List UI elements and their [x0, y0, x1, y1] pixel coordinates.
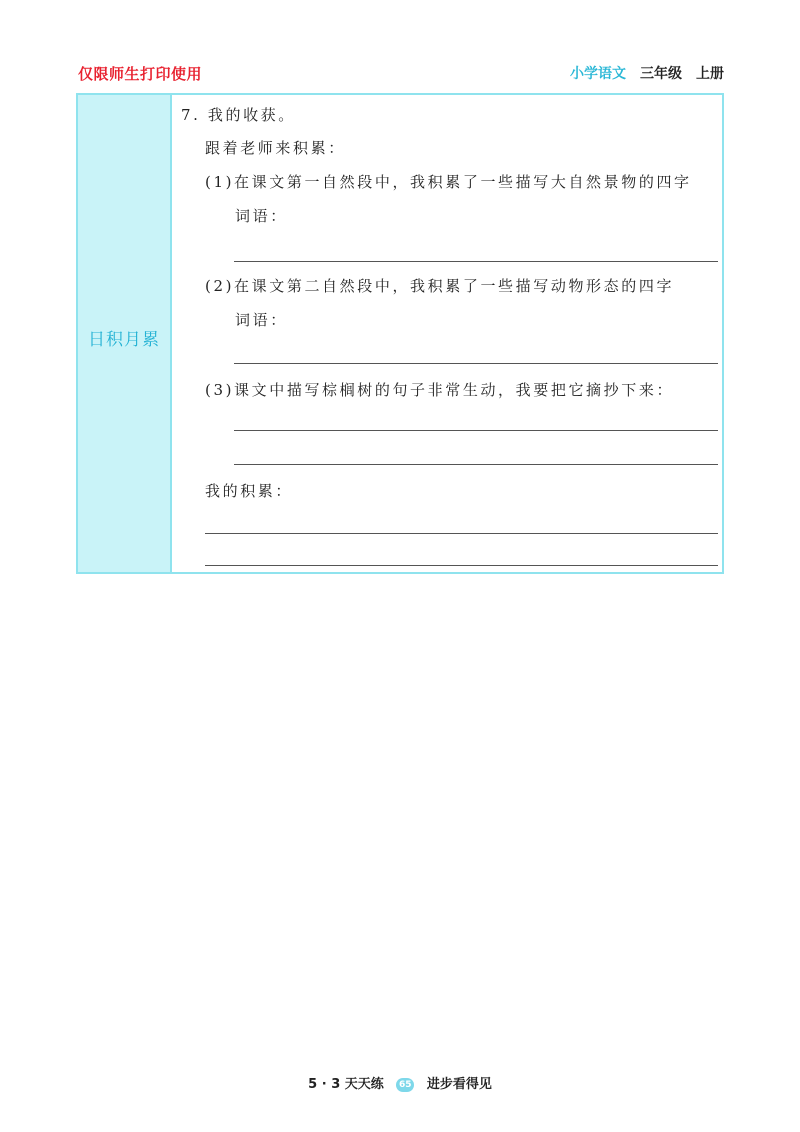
- section-sidebar: [78, 95, 172, 572]
- subject-label: 小学语文: [570, 66, 626, 82]
- my-accumulation-label: 我的积累：: [205, 482, 294, 500]
- item-1-text: (1)在课文第一自然段中，我积累了一些描写大自然景物的四字: [205, 173, 692, 191]
- footer-series: 5 · 3 天天练: [308, 1077, 384, 1092]
- page-number: 65: [396, 1078, 414, 1092]
- item-1-label: 词语：: [235, 207, 288, 225]
- exercise-content: [172, 95, 722, 572]
- answer-line-3b[interactable]: [234, 464, 718, 465]
- exercise-card: [76, 93, 724, 574]
- item-2-text: (2)在课文第二自然段中，我积累了一些描写动物形态的四字: [205, 277, 675, 295]
- grade-label: 三年级: [640, 66, 682, 82]
- book-info: [570, 63, 724, 83]
- question-intro: 跟着老师来积累：: [205, 139, 346, 157]
- footer-slogan: 进步看得见: [426, 1077, 492, 1092]
- question-title: 7. 我的收获。: [181, 106, 296, 124]
- item-3-text: (3)课文中描写棕榈树的句子非常生动，我要把它摘抄下来：: [205, 381, 675, 399]
- answer-line-3a[interactable]: [234, 430, 718, 431]
- page-footer: [0, 1073, 800, 1092]
- answer-line-2[interactable]: [234, 363, 718, 364]
- volume-label: 上册: [696, 66, 724, 82]
- section-label: 日积月累: [88, 330, 160, 350]
- accumulation-line-2[interactable]: [205, 565, 718, 566]
- answer-line-1[interactable]: [234, 261, 718, 262]
- print-notice: 仅限师生打印使用: [78, 65, 203, 83]
- accumulation-line-1[interactable]: [205, 533, 718, 534]
- item-2-label: 词语：: [235, 311, 288, 329]
